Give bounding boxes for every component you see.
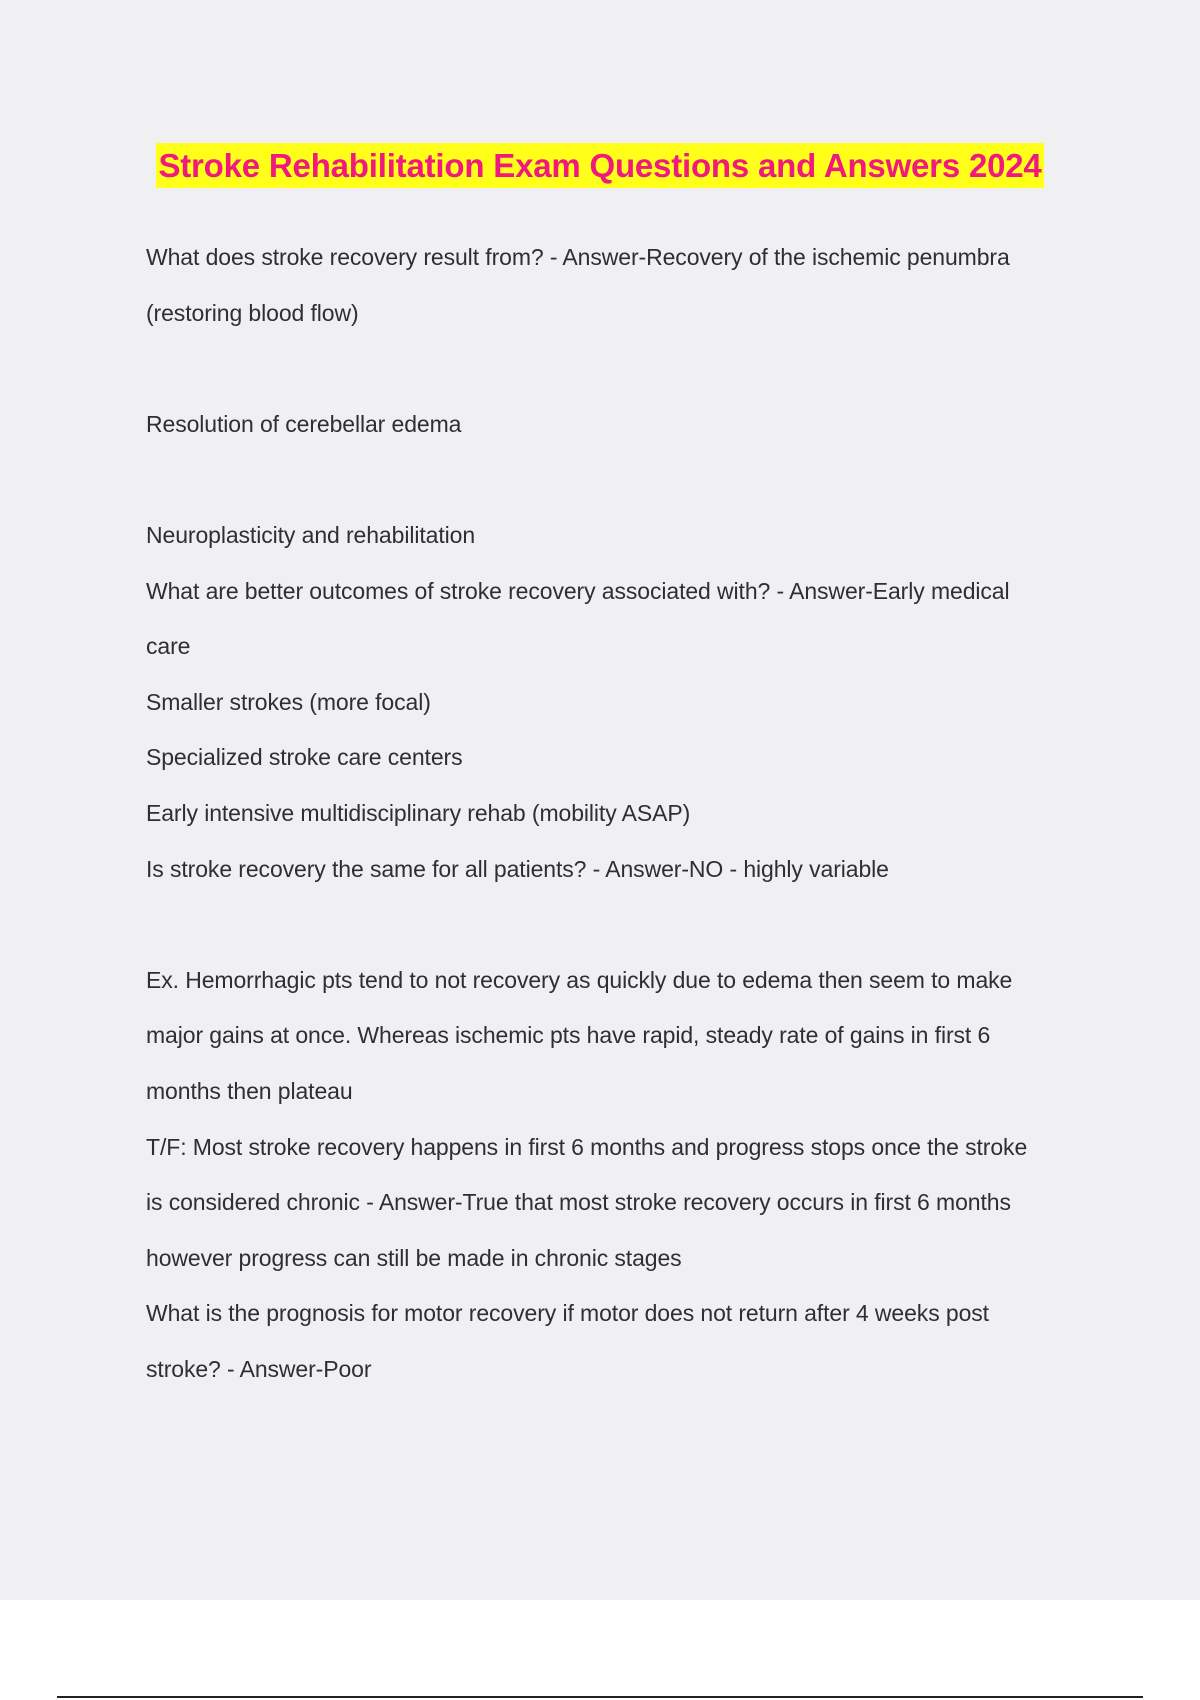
text-line-early-rehab: Early intensive multidisciplinary rehab (mobility ASAP) [146, 800, 691, 826]
text-line-q4: T/F: Most stroke recovery happens in first 6 months and progress stops once the stroke [146, 1134, 1028, 1160]
text-line-q3: Is stroke recovery the same for all patients? - Answer-NO - highly variable [146, 856, 889, 882]
text-line-q2: What are better outcomes of stroke recovery associated with? - Answer-Early medical [146, 578, 1010, 604]
text-line-q4-cont-2: however progress can still be made in chronic stages [146, 1245, 682, 1271]
text-line-smaller-strokes: Smaller strokes (more focal) [146, 689, 431, 715]
text-line-example-2: major gains at once. Whereas ischemic pts have rapid, steady rate of gains in first 6 [146, 1022, 991, 1048]
text-line-q5: What is the prognosis for motor recovery if motor does not return after 4 weeks post [146, 1300, 989, 1326]
text-line-edema: Resolution of cerebellar edema [146, 411, 462, 437]
text-line-q2-cont: care [146, 633, 191, 659]
text-line-example-3: months then plateau [146, 1078, 353, 1104]
text-line-q5-cont: stroke? - Answer-Poor [146, 1356, 372, 1382]
text-line-example-1: Ex. Hemorrhagic pts tend to not recovery as quickly due to edema then seem to make [146, 967, 1013, 993]
footer-divider [57, 1696, 1143, 1698]
text-line-neuroplasticity: Neuroplasticity and rehabilitation [146, 522, 476, 548]
text-line-specialized-centers: Specialized stroke care centers [146, 744, 463, 770]
text-line-q1: What does stroke recovery result from? - Answer-Recovery of the ischemic penumbra [146, 244, 1010, 270]
text-line-q4-cont: is considered chronic - Answer-True that most stroke recovery occurs in first 6 months [146, 1189, 1011, 1215]
text-line-q1-cont: (restoring blood flow) [146, 300, 359, 326]
title-container [0, 143, 1200, 188]
document-title: Stroke Rehabilitation Exam Questions and Answers 2024 [156, 143, 1043, 188]
